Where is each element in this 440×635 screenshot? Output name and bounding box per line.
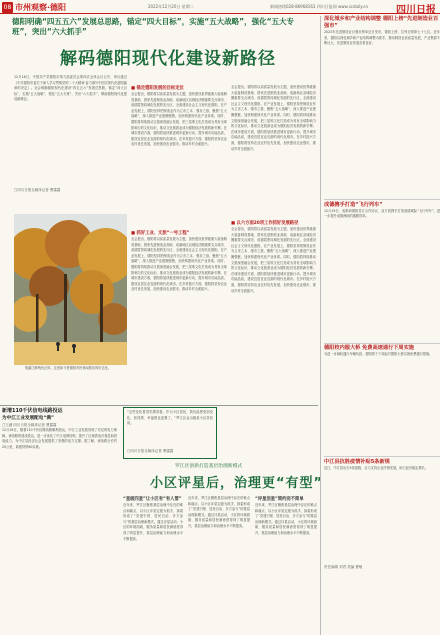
lead-headline: 解码德阳现代化建设新路径 (60, 49, 276, 69)
story3-column-3 (255, 496, 317, 634)
lead-body-1: 全会提出，德阳将以高质量发展为主题，加快建设世界级重大装备制造基地、国家先进制造业高地、成渝地区双城经济圈重要支点城市、成德眉资同城化发展的先行区，全面建设社会主义现代化德阳。在产业发展上，德阳坚持把制造业作为立市之本、强市之基，聚焦“五大战略”，深入推进产业建圈强链，加快构建现代化产业体系。同时，德阳将持续推动文旅深度融合发展，把三星堆文化打造成为具有全球影响力的文化标识，推动文化旅游业成为德阳经济发展的新引擎。在城市建设方面，德阳将加快推进城市更新行动，提升城市功能品质，建设宜居宜业宜游的现代化城市。在乡村振兴方面，德阳将坚持农业农村优先发展，加快建设农业强市，推动乡村全面振兴。 (131, 92, 227, 147)
contact-line: 新闻热线028-86968163 四川日报网 www.scdaily.cn (270, 4, 368, 9)
autumn-park-image (14, 214, 127, 365)
brief-2-body: 12月19日，成都和德阳签订合作协议，双方将携手打造成德城际“飞行列车”，进一步提升成德两地的通勤效率。 (324, 208, 440, 219)
lead-byline: □四川日报全媒体记者 曹露露 (14, 188, 61, 192)
story3-column-1 (123, 496, 183, 634)
lead-body-3: 全会提出，德阳将以高质量发展为主题，加快建设世界级重大装备制造基地、国家先进制造业高地、成渝地区双城经济圈重要支点城市、成德眉资同城化发展的先行区，全面建设社会主义现代化德阳。在产业发展上，德阳坚持把制造业作为立市之本、强市之基，聚焦“五大战略”，深入推进产业建圈强链，加快构建现代化产业体系。同时，德阳将持续推动文旅深度融合发展，把三星堆文化打造成为具有全球影响力的文化标识，推动文化旅游业成为德阳经济发展的新引擎。在城市建设方面，德阳将加快推进城市更新行动，提升城市功能品质，建设宜居宜业宜游的现代化城市。在乡村振兴方面，德阳将坚持农业农村优先发展，加快建设农业强市，推动乡村全面振兴。 (231, 85, 316, 151)
story3-subhead-1: “星级四星”让小区有“有人管” (123, 497, 182, 502)
lead-column-3 (231, 85, 316, 390)
story3-title: 小区评星后，治理更“有型” (150, 476, 324, 491)
lead-body-4: 全会提出，德阳将以高质量发展为主题，加快建设世界级重大装备制造基地、国家先进制造业高地、成渝地区双城经济圈重要支点城市、成德眉资同城化发展的先行区，全面建设社会主义现代化德阳。在产业发展上，德阳坚持把制造业作为立市之本、强市之基，聚焦“五大战略”，深入推进产业建圈强链，加快构建现代化产业体系。同时，德阳将持续推动文旅深度融合发展，把三星堆文化打造成为具有全球影响力的文化标识，推动文化旅游业成为德阳经济发展的新引擎。在城市建设方面，德阳将加快推进城市更新行动，提升城市功能品质，建设宜居宜业宜游的现代化城市。在乡村振兴方面，德阳将坚持农业农村优先发展，加快建设农业强市，推动乡村全面振兴。 (231, 227, 316, 293)
lead-subhead-3: ■ 以六方面20项工作抓好发展路径 (231, 221, 299, 226)
story3-quote-box (123, 407, 217, 459)
lead-column-2 (131, 85, 227, 390)
page-number: 08 (3, 4, 12, 11)
brief-3-title: 德阳校内服大桥 免费高速通行下周实施 (324, 345, 414, 352)
lead-photo (14, 214, 127, 365)
lead-kicker: 德阳明确“四五五六”发展总思路，锚定“四大目标”，实施“五大战略”，强化“五大专班”，突出“六大抓手” (12, 17, 295, 36)
brief-divider (324, 343, 440, 344)
brief-4-title: 中江县抗胜疫情补贴5条新规 (324, 458, 390, 465)
story3-column-2 (188, 496, 250, 634)
brief-4-body: 近日，中江县出台5条措施，全力支持企业纾困发展，助力经济稳定增长。 (324, 465, 429, 470)
story3-body-2: 近年来，罗江区聚焦基层治理中存在的难点和痛点，以小区评星定级为抓手，探索形成了“党建引领、居民自治、多方参与”的基层治理新模式。通过评星活动，小区的环境面貌、服务质量和居民满意度得到了明显提升，基层治理能力和治理水平不断提高。 (188, 496, 250, 528)
story3-body-1: 近年来，罗江区聚焦基层治理中存在的难点和痛点，以小区评星定级为抓手，探索形成了“党建引领、居民自治、多方参与”的基层治理新模式。通过评星活动，小区的环境面貌、服务质量和居民满意度得到了明显提升，基层治理能力和治理水平不断提高。 (123, 503, 183, 541)
brief-3 (324, 345, 440, 452)
lead-intro (14, 73, 127, 208)
lead-subhead-2: ■ 抓好工业、文旅“一号工程” (131, 231, 190, 236)
brief-1 (324, 16, 440, 195)
story3-subhead-2: “评星创星”简约而不简单 (255, 497, 304, 502)
issue-date: 2022年12月20日 星期二 (148, 4, 194, 9)
page-header (0, 0, 440, 14)
masthead-logo: 四川日报 (396, 5, 436, 16)
photo-caption: 旌湖之畔秋色正浓。这里如今是德阳市民休闲娱乐的好去处。 (24, 366, 112, 370)
brief-1-body: 2022年先进制造业百强市榜单近日发布，德阳上榜，位列全国第七十七位。近年来，德阳以深化城乡和产业结构调整为抓手，推动制造业高质量发展，产业集群不断壮大，先进制造业发展态势良好。 (324, 30, 440, 46)
brief-2 (324, 202, 440, 339)
brief-4 (324, 459, 440, 561)
news-brief-column (320, 16, 440, 635)
brief-divider (324, 199, 440, 200)
brief-1-title: 深化城乡和产业结构调整 德阳上榜“先进制造业百强市” (324, 16, 439, 29)
story2-subtitle: 为中江工业发展配电“满” (2, 416, 54, 421)
editor-credit: 责任编辑 刘君 美编 曹敏 (324, 564, 363, 569)
story3-kicker: 罗江区创新打造基层治理新模式 (175, 464, 243, 469)
story3-quote: “这些变化看得见摸得着。作为小区居民，我们能感受到变化，获得感、幸福感也更强了。”罗江区金山镇某小区居民说。 (127, 410, 213, 426)
lead-intro-text: 12月16日，中国共产党德阳市第九届委员会第四次全体会议召开，审议通过《中共德阳市委关于深入学习贯彻党的二十大精神 奋力谱写中国式现代化德阳篇章的决定》。全会明确德阳现代化建设“四五五六”发展总思路，锚定“四大目标”，实施“五大战略”，强化“五大专班”，突出“六大抓手”，擘画德阳现代化建设新路径。 (14, 75, 127, 102)
brief-2-title: 成德携手打造“飞行列车” (324, 201, 383, 208)
section-title: 市州观察·德阳 (15, 3, 67, 12)
brief-divider (324, 456, 440, 457)
section-divider (0, 405, 318, 406)
brief-3-body: 为进一步减轻通行车辆负担，德阳将于下周起对德阳大桥实施免费通行措施。 (324, 352, 433, 357)
lead-subhead-1: ■ 锚定德阳发展的目标定位 (131, 86, 184, 91)
story2-body: 12月16日，随着110千伏信路线路顺利投运，中江工业发展得到了充足的电力保障。该线路的建成投运，进一步优化了中江电网结构，提升了区域供电可靠性和供电能力，为中江县经济社会发展提供了坚强的电力支撑。据了解，该线路全长约20公里，新建铁塔60余基。 (2, 428, 117, 449)
lead-body-2: 全会提出，德阳将以高质量发展为主题，加快建设世界级重大装备制造基地、国家先进制造业高地、成渝地区双城经济圈重要支点城市、成德眉资同城化发展的先行区，全面建设社会主义现代化德阳。在产业发展上，德阳坚持把制造业作为立市之本、强市之基，聚焦“五大战略”，深入推进产业建圈强链，加快构建现代化产业体系。同时，德阳将持续推动文旅深度融合发展，把三星堆文化打造成为具有全球影响力的文化标识，推动文化旅游业成为德阳经济发展的新引擎。在城市建设方面，德阳将加快推进城市更新行动，提升城市功能品质，建设宜居宜业宜游的现代化城市。在乡村振兴方面，德阳将坚持农业农村优先发展，加快建设农业强市，推动乡村全面振兴。 (131, 237, 227, 292)
story2-title: 新增110千伏信电线路投运 (2, 408, 63, 414)
story3-byline: □四川日报全媒体记者 曹露露 (127, 449, 174, 453)
story3-body-3: 近年来，罗江区聚焦基层治理中存在的难点和痛点，以小区评星定级为抓手，探索形成了“党建引领、居民自治、多方参与”的基层治理新模式。通过评星活动，小区的环境面貌、服务质量和居民满意度得到了明显提升，基层治理能力和治理水平不断提高。 (255, 503, 317, 535)
story2-byline: □王涵 四川日报全媒体记者 曹露露 (2, 423, 57, 427)
story-power-line (2, 408, 117, 635)
